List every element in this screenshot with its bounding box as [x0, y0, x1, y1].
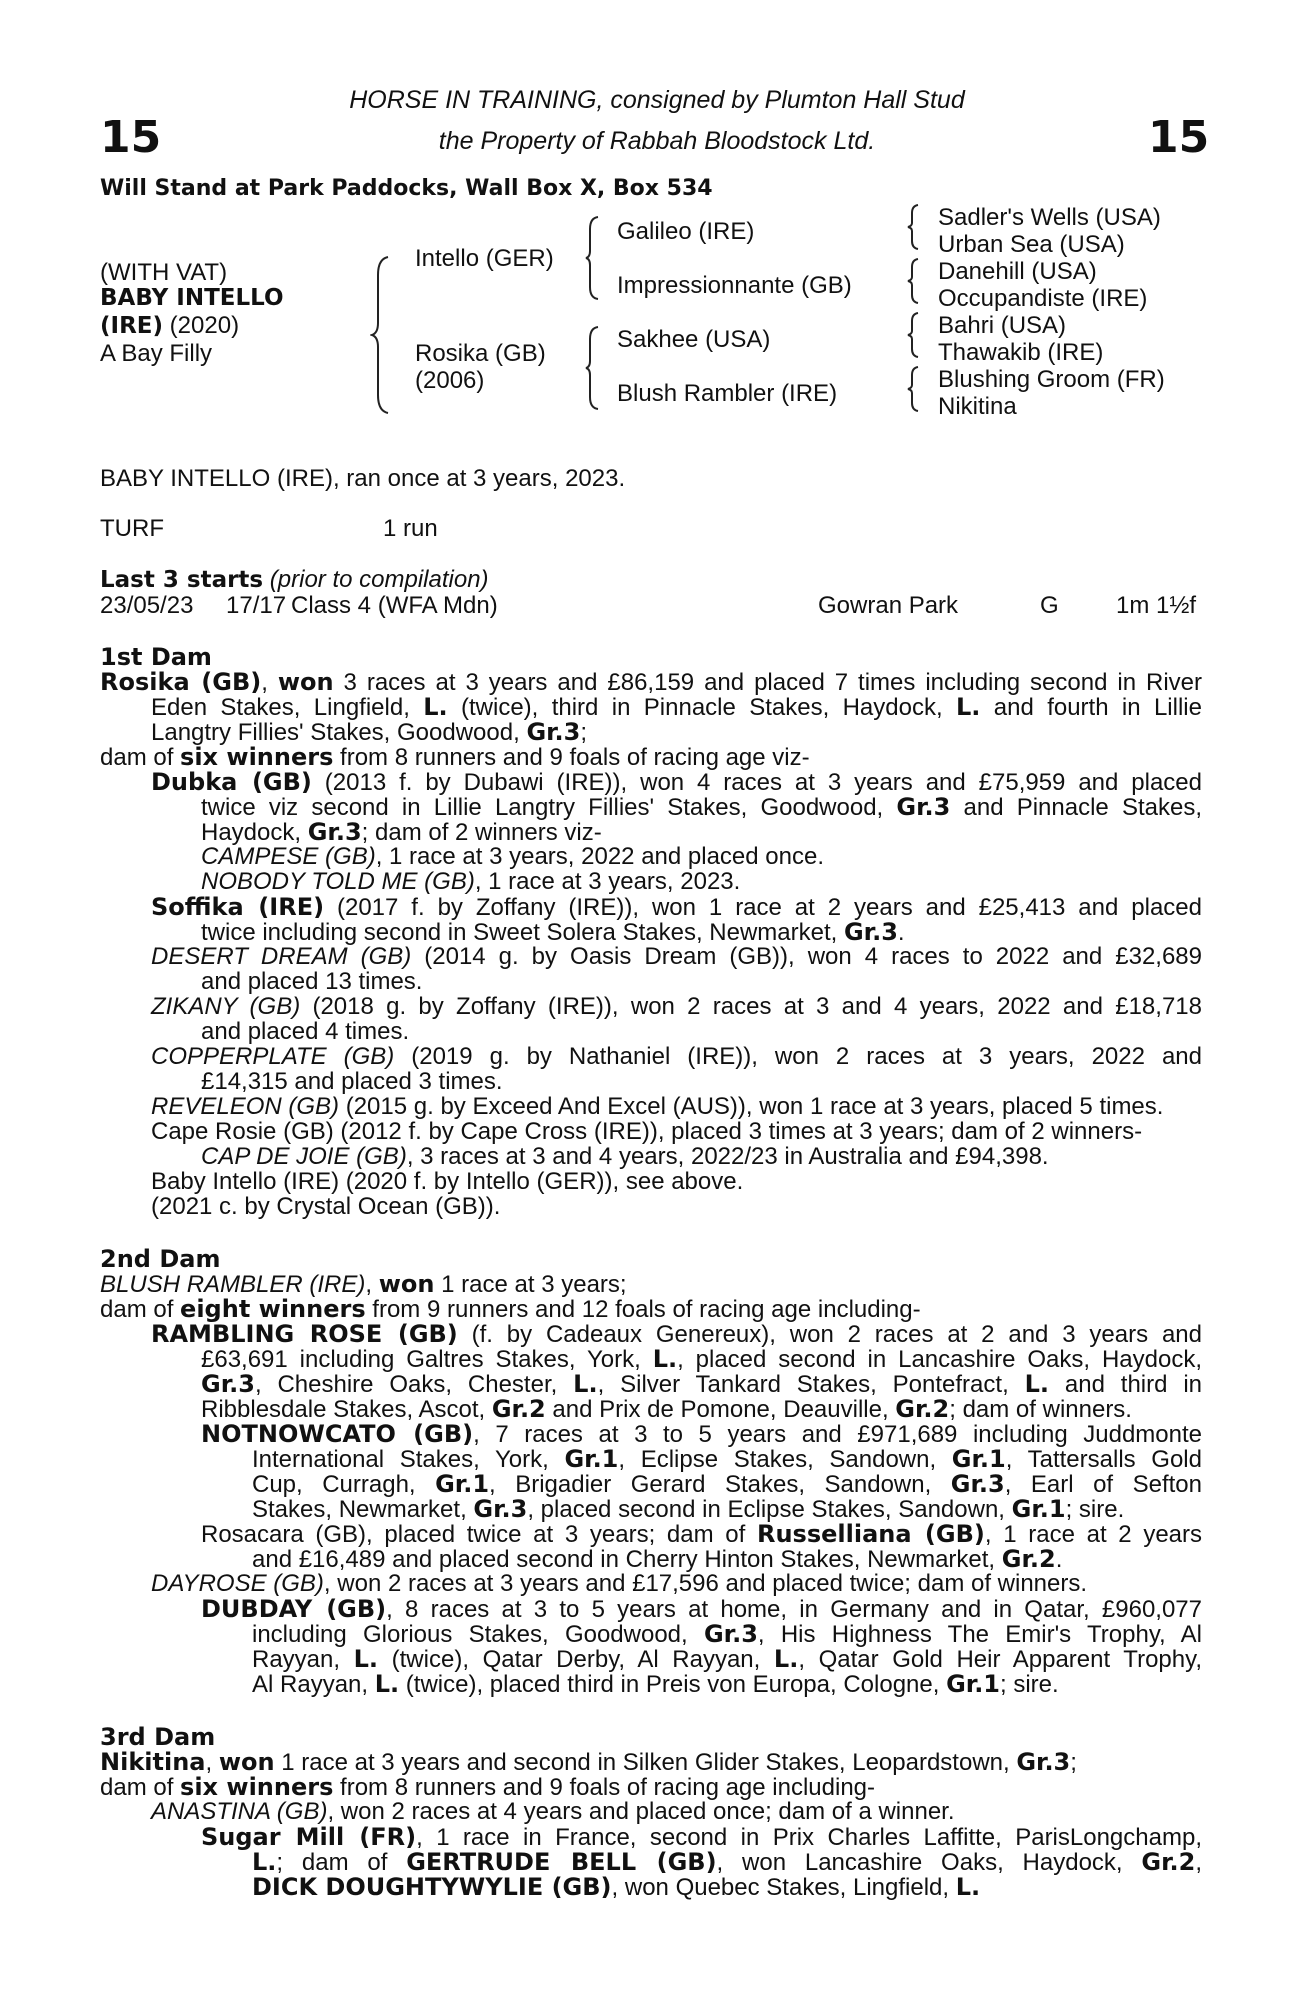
text: six winners — [180, 1773, 334, 1801]
text: Gr.3 — [896, 793, 951, 821]
capdejoie-line — [201, 1143, 1049, 1171]
text: L. — [353, 1645, 379, 1673]
text: L. — [374, 1670, 400, 1698]
text: Soffika (IRE) — [151, 893, 325, 921]
zikany-line-1 — [151, 993, 1202, 1021]
text: Gr.2 — [1141, 1848, 1196, 1876]
pedigree-brace-dd — [906, 365, 924, 413]
pedigree-brace-ds — [906, 311, 924, 359]
text: Gr.2 — [1001, 1545, 1056, 1573]
consignor-line: HORSE IN TRAINING, consigned by Plumton Hall Stud — [349, 86, 965, 114]
pedigree-dam-dam: Blush Rambler (IRE) — [617, 380, 838, 407]
property-line: the Property of Rabbah Bloodstock Ltd. — [438, 127, 876, 155]
text: CAMPESE (GB) — [201, 843, 376, 870]
text: Gr.3 — [843, 918, 898, 946]
text: eight winners — [180, 1295, 366, 1323]
text: Gr.2 — [895, 1395, 950, 1423]
text: (2015 g. by Exceed And Excel (AUS)), won 1 race at 3 years, placed 5 times. — [339, 1093, 1164, 1120]
text: , Cheshire Oaks, Chester, — [254, 1371, 574, 1398]
text: L. — [423, 693, 448, 721]
text: (f. by Cadeaux Genereux), won 2 races at 2 and 3 years and — [457, 1321, 1202, 1348]
pedigree-sss: Sadler's Wells (USA) — [938, 204, 1161, 231]
text: six winners — [180, 743, 334, 771]
text: Gr.1 — [435, 1470, 490, 1498]
text: , 1 race at 3 years, 2022 and placed once. — [375, 843, 825, 870]
text: Gr.2 — [491, 1395, 546, 1423]
text: and Prix de Pomone, Deauville, — [545, 1396, 896, 1423]
text: . — [897, 919, 905, 946]
text: and £16,489 and placed second in Cherry Hinton Stakes, Newmarket, — [252, 1546, 1002, 1573]
text: (2013 f. by Dubawi (IRE)), won 4 races at 3 years and £75,959 and placed — [311, 769, 1202, 796]
text: 1 race at 3 years and second in Silken Glider Stakes, Leopardstown, — [274, 1749, 1017, 1776]
text: £63,691 including Galtres Stakes, York, — [201, 1346, 653, 1373]
horse-country: (IRE) — [100, 313, 164, 339]
text: ; sire. — [1065, 1496, 1125, 1523]
text: Gr.3 — [703, 1620, 758, 1648]
text: dam of — [100, 1774, 181, 1801]
text: Al Rayyan, — [252, 1671, 375, 1698]
text: L. — [652, 1345, 678, 1373]
dayrose-line — [151, 1570, 1087, 1598]
text: , 1 race at 3 years, 2023. — [474, 868, 741, 895]
text: Haydock, — [201, 819, 308, 846]
start-date: 23/05/23 — [100, 592, 194, 619]
text: BLUSH RAMBLER (IRE) — [100, 1271, 366, 1298]
pedigree-ddd: Nikitina — [938, 393, 1017, 420]
text: Gr.3 — [307, 818, 362, 846]
text: (2017 f. by Zoffany (IRE)), won 1 race at 2 years and £25,413 and placed — [324, 894, 1202, 921]
text: , — [205, 1749, 219, 1776]
text: DUBDAY (GB) — [201, 1595, 387, 1623]
text: International Stakes, York, — [252, 1446, 565, 1473]
dam-name: Rosika (GB) — [100, 668, 262, 696]
text: , won 2 races at 4 years and placed once; dam of a winner. — [327, 1798, 955, 1825]
pedigree-brace-sd — [906, 257, 924, 305]
text: ; — [580, 719, 588, 746]
stand-location: Will Stand at Park Paddocks, Wall Box X, Box 534 — [100, 176, 713, 201]
campese-line — [201, 843, 824, 871]
start-course: Gowran Park — [818, 592, 959, 619]
pedigree-dss: Bahri (USA) — [938, 312, 1067, 339]
text: (twice), third in Pinnacle Stakes, Haydock, — [447, 694, 957, 721]
first-dam-heading: 1st Dam — [100, 643, 212, 671]
start-going: G — [1040, 592, 1059, 619]
text: ; dam of winners. — [949, 1396, 1132, 1423]
copper-line-2: £14,315 and placed 3 times. — [201, 1068, 503, 1095]
dubday-line-4 — [252, 1670, 1059, 1699]
text: , — [365, 1271, 379, 1298]
text: , 1 race at 2 years — [984, 1521, 1203, 1548]
colt-line: (2021 c. by Crystal Ocean (GB)). — [151, 1193, 501, 1220]
text: L. — [955, 1873, 981, 1901]
sugarmill-line-3 — [252, 1873, 980, 1902]
horse-name: BABY INTELLO — [100, 285, 284, 311]
start-class: Class 4 (WFA Mdn) — [291, 592, 498, 619]
text: , His Highness The Emir's Trophy, Al — [757, 1621, 1202, 1648]
babyintello-line: Baby Intello (IRE) (2020 f. by Intello (GER)), see above. — [151, 1168, 744, 1195]
text: CAP DE JOIE (GB) — [201, 1143, 407, 1170]
text: Gr.3 — [526, 718, 581, 746]
pedigree-dam: Rosika (GB) — [415, 340, 546, 367]
text: Nikitina — [100, 1748, 206, 1776]
pedigree-dam-sire: Sakhee (USA) — [617, 326, 771, 353]
text: dam of — [100, 1296, 181, 1323]
text: ; dam of — [276, 1849, 407, 1876]
caperosie-line: Cape Rosie (GB) (2012 f. by Cape Cross (IRE)), placed 3 times at 3 years; dam of 2 winners- — [151, 1118, 1143, 1145]
text: won — [218, 1748, 275, 1776]
text: Gr.1 — [564, 1445, 619, 1473]
horse-year: (2020) — [163, 312, 240, 339]
text: won — [277, 668, 334, 696]
text: ZIKANY (GB) — [151, 993, 301, 1020]
text: , placed second in Eclipse Stakes, Sandown, — [527, 1496, 1012, 1523]
text: Gr.1 — [946, 1670, 1001, 1698]
text: Rosacara (GB), placed twice at 3 years; dam of — [201, 1521, 757, 1548]
text: (twice), Qatar Derby, Al Rayyan, — [378, 1646, 774, 1673]
text: . — [1055, 1546, 1063, 1573]
text: , 7 races at 3 to 5 years and £971,689 including Juddmonte — [473, 1421, 1203, 1448]
text: Stakes, Newmarket, — [252, 1496, 474, 1523]
text: L. — [956, 693, 981, 721]
zikany-line-2: and placed 4 times. — [201, 1018, 410, 1045]
pedigree-sire-dam: Impressionnante (GB) — [617, 272, 852, 299]
pedigree-brace-sire — [584, 215, 604, 300]
text: (2019 g. by Nathaniel (IRE)), won 2 races at 3 years, 2022 and — [394, 1043, 1202, 1070]
text: Eden Stakes, Lingfield, — [151, 694, 424, 721]
text: (twice), placed third in Preis von Europa, Cologne, — [399, 1671, 947, 1698]
text: Cup, Curragh, — [252, 1471, 436, 1498]
text: Gr.3 — [1016, 1748, 1071, 1776]
text: (2014 g. by Oasis Dream (GB)), won 4 races to 2022 and £32,689 — [411, 943, 1203, 970]
text: , 1 race in France, second in Prix Charles Laffitte, ParisLongchamp, — [416, 1824, 1202, 1851]
text: , Tattersalls Gold — [1005, 1446, 1202, 1473]
text: DAYROSE (GB) — [151, 1570, 324, 1597]
vat-note: (WITH VAT) — [100, 259, 228, 286]
start-distance: 1m 1½f — [1116, 592, 1197, 619]
text: (2018 g. by Zoffany (IRE)), won 2 races at 3 and 4 years, 2022 and £18,718 — [300, 993, 1202, 1020]
pedigree-brace-dam — [584, 325, 604, 410]
text: GERTRUDE BELL (GB) — [406, 1848, 717, 1876]
text: ; sire. — [1000, 1671, 1059, 1698]
text: NOTNOWCATO (GB) — [201, 1420, 474, 1448]
text: Rayyan, — [252, 1646, 354, 1673]
text: L. — [573, 1370, 598, 1398]
text: Gr.3 — [950, 1470, 1005, 1498]
text: , 3 races at 3 and 4 years, 2022/23 in Australia and £94,398. — [406, 1143, 1049, 1170]
text: Russelliana (GB) — [756, 1520, 985, 1548]
text: , Eclipse Stakes, Sandown, — [618, 1446, 952, 1473]
text: , — [1195, 1849, 1203, 1876]
race-summary: BABY INTELLO (IRE), ran once at 3 years, 2023. — [100, 465, 626, 492]
text: Gr.3 — [201, 1370, 255, 1398]
text: DESERT DREAM (GB) — [151, 943, 412, 970]
text: Gr.3 — [473, 1495, 528, 1523]
pedigree-sire: Intello (GER) — [415, 245, 554, 272]
turf-label: TURF — [100, 515, 164, 542]
pedigree-dam-year: (2006) — [415, 367, 485, 394]
pedigree-sdd: Occupandiste (IRE) — [938, 285, 1148, 312]
start-position: 17/17 — [226, 592, 287, 619]
text: REVELEON (GB) — [151, 1093, 340, 1120]
text: Gr.1 — [951, 1445, 1006, 1473]
lot-number-left: 15 — [100, 112, 162, 163]
text: RAMBLING ROSE (GB) — [151, 1320, 458, 1348]
third-dam-heading: 3rd Dam — [100, 1723, 216, 1751]
text: from 8 runners and 9 foals of racing age including- — [333, 1774, 876, 1801]
text: Langtry Fillies' Stakes, Goodwood, — [151, 719, 527, 746]
text: from 9 runners and 12 foals of racing age including- — [365, 1296, 921, 1323]
text: and Pinnacle Stakes, — [950, 794, 1202, 821]
text: , Qatar Gold Heir Apparent Trophy, — [798, 1646, 1202, 1673]
text: COPPERPLATE (GB) — [151, 1043, 395, 1070]
pedigree-dds: Blushing Groom (FR) — [938, 366, 1165, 393]
pedigree-dsd: Thawakib (IRE) — [938, 339, 1104, 366]
pedigree-brace-main — [370, 255, 400, 415]
desert-line-1 — [151, 943, 1202, 971]
text: 1 race at 3 years; — [434, 1271, 627, 1298]
last-starts-heading — [100, 566, 489, 594]
text: and fourth in Lillie — [980, 694, 1202, 721]
text: and third in — [1049, 1371, 1202, 1398]
anastina-line — [151, 1798, 955, 1826]
text: , Silver Tankard Stakes, Pontefract, — [597, 1371, 1025, 1398]
desert-line-2: and placed 13 times. — [201, 968, 423, 995]
pedigree-sire-sire: Galileo (IRE) — [617, 218, 755, 245]
text: , placed second in Lancashire Oaks, Haydock, — [677, 1346, 1203, 1373]
pedigree-brace-ss — [906, 203, 924, 251]
last-starts-title: Last 3 starts — [100, 567, 264, 593]
text: dam of — [100, 744, 181, 771]
text: , 8 races at 3 to 5 years at home, in Germany and in Qatar, £960,077 — [386, 1596, 1202, 1623]
text: L. — [252, 1848, 277, 1876]
pedigree-sds: Danehill (USA) — [938, 258, 1097, 285]
text: twice viz second in Lillie Langtry Fillies' Stakes, Goodwood, — [201, 794, 897, 821]
horse-name-suffix — [100, 312, 239, 340]
text: won — [378, 1270, 435, 1298]
text: , — [261, 669, 278, 696]
text: Dubka (GB) — [151, 768, 312, 796]
text: L. — [773, 1645, 799, 1673]
text: , won Quebec Stakes, Lingfield, — [611, 1874, 956, 1901]
text: Sugar Mill (FR) — [201, 1823, 417, 1851]
nobody-line — [201, 868, 740, 896]
text: NOBODY TOLD ME (GB) — [201, 868, 475, 895]
second-dam-heading: 2nd Dam — [100, 1245, 221, 1273]
turf-runs: 1 run — [383, 515, 438, 542]
pedigree-ssd: Urban Sea (USA) — [938, 231, 1125, 258]
text: 3 races at 3 years and £86,159 and placed 7 times including second in River — [333, 669, 1203, 696]
text: , won Lancashire Oaks, Haydock, — [716, 1849, 1142, 1876]
last-starts-note: (prior to compilation) — [263, 566, 489, 593]
text: including Glorious Stakes, Goodwood, — [252, 1621, 704, 1648]
text: Gr.1 — [1011, 1495, 1066, 1523]
text: ANASTINA (GB) — [151, 1798, 328, 1825]
text: from 8 runners and 9 foals of racing age viz- — [333, 744, 810, 771]
text: ; — [1070, 1749, 1077, 1776]
text: , Brigadier Gerard Stakes, Sandown, — [489, 1471, 951, 1498]
text: Ribblesdale Stakes, Ascot, — [201, 1396, 492, 1423]
copper-line-1 — [151, 1043, 1202, 1071]
text: DICK DOUGHTYWYLIE (GB) — [252, 1873, 612, 1901]
horse-description: A Bay Filly — [100, 340, 213, 367]
text: twice including second in Sweet Solera Stakes, Newmarket, — [201, 919, 844, 946]
text: , Earl of Sefton — [1004, 1471, 1202, 1498]
text: L. — [1024, 1370, 1050, 1398]
reveleon-line — [151, 1093, 1163, 1121]
lot-number-right: 15 — [1148, 112, 1210, 163]
text: ; dam of 2 winners viz- — [361, 819, 602, 846]
text: , won 2 races at 3 years and £17,596 and placed twice; dam of winners. — [323, 1570, 1088, 1597]
